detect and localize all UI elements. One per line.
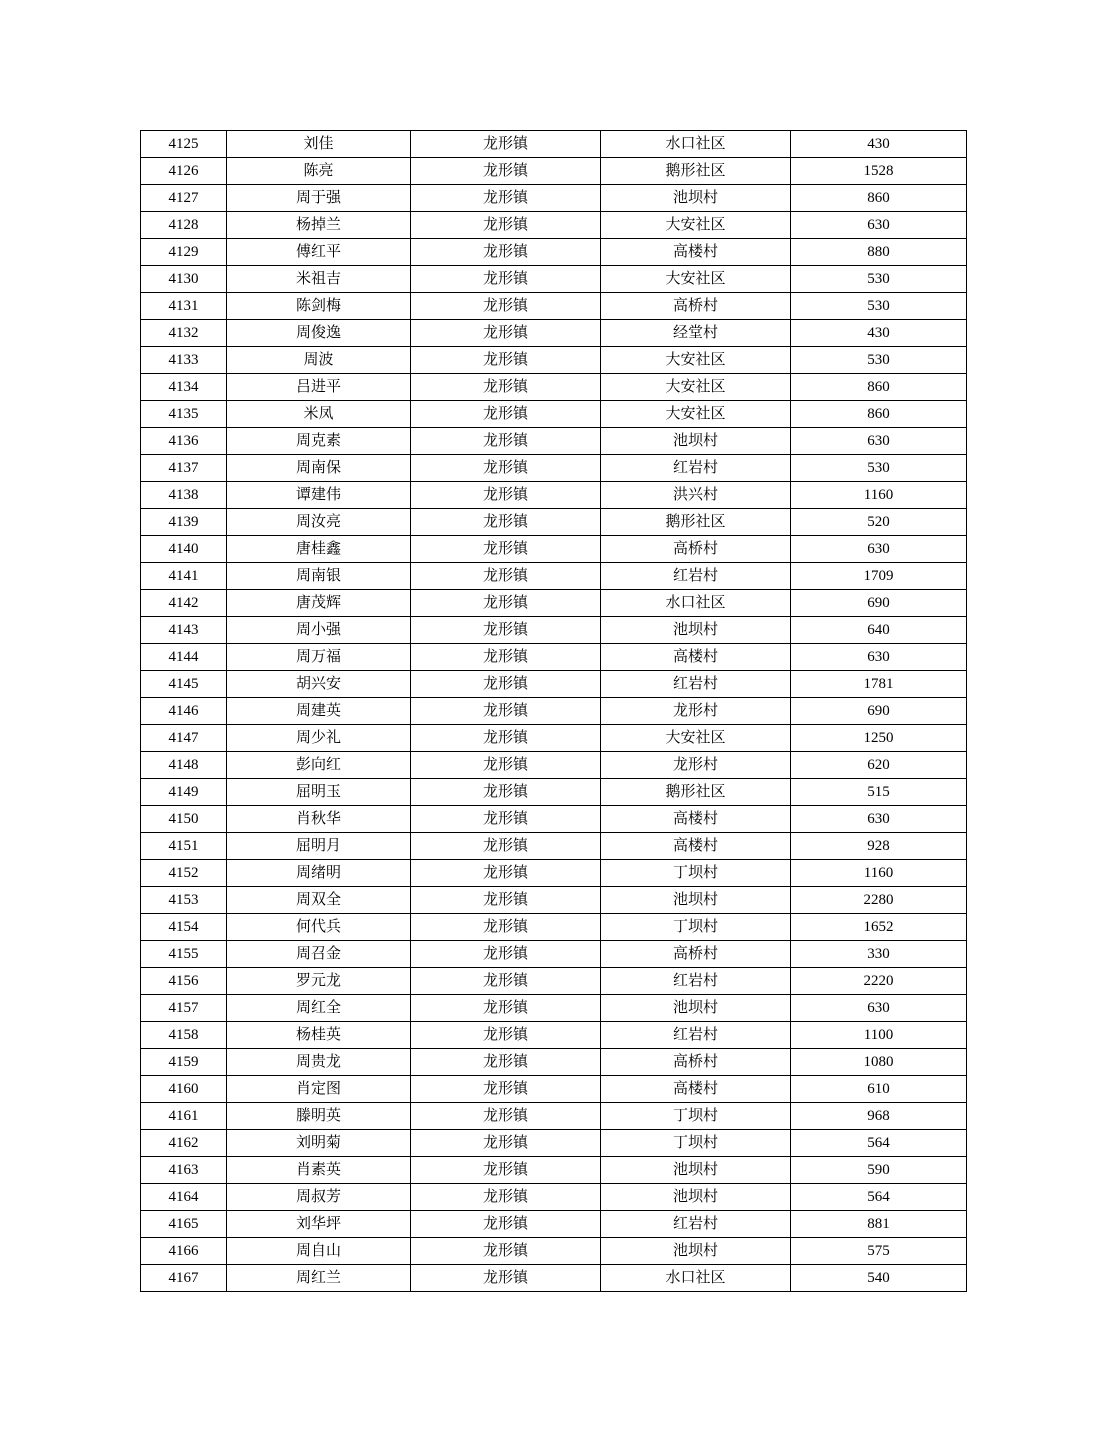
cell-town-name: 龙形镇 bbox=[411, 1238, 601, 1265]
cell-person-name: 周小强 bbox=[227, 617, 411, 644]
cell-person-name: 周南保 bbox=[227, 455, 411, 482]
cell-village-name: 丁坝村 bbox=[601, 1103, 791, 1130]
cell-serial-number: 4142 bbox=[141, 590, 227, 617]
cell-village-name: 水口社区 bbox=[601, 590, 791, 617]
cell-serial-number: 4139 bbox=[141, 509, 227, 536]
cell-village-name: 经堂村 bbox=[601, 320, 791, 347]
cell-village-name: 池坝村 bbox=[601, 1157, 791, 1184]
cell-town-name: 龙形镇 bbox=[411, 401, 601, 428]
cell-serial-number: 4146 bbox=[141, 698, 227, 725]
cell-amount: 1160 bbox=[791, 860, 967, 887]
cell-amount: 610 bbox=[791, 1076, 967, 1103]
cell-person-name: 周红全 bbox=[227, 995, 411, 1022]
table-row bbox=[141, 320, 967, 347]
table-row bbox=[141, 1049, 967, 1076]
cell-village-name: 水口社区 bbox=[601, 131, 791, 158]
table-row bbox=[141, 1022, 967, 1049]
cell-town-name: 龙形镇 bbox=[411, 752, 601, 779]
cell-serial-number: 4151 bbox=[141, 833, 227, 860]
cell-amount: 1160 bbox=[791, 482, 967, 509]
cell-town-name: 龙形镇 bbox=[411, 1265, 601, 1292]
cell-village-name: 高桥村 bbox=[601, 1049, 791, 1076]
cell-serial-number: 4136 bbox=[141, 428, 227, 455]
cell-serial-number: 4144 bbox=[141, 644, 227, 671]
cell-village-name: 高桥村 bbox=[601, 941, 791, 968]
cell-person-name: 傅红平 bbox=[227, 239, 411, 266]
cell-amount: 430 bbox=[791, 320, 967, 347]
table-row bbox=[141, 860, 967, 887]
cell-serial-number: 4127 bbox=[141, 185, 227, 212]
cell-village-name: 龙形村 bbox=[601, 698, 791, 725]
cell-town-name: 龙形镇 bbox=[411, 671, 601, 698]
cell-amount: 515 bbox=[791, 779, 967, 806]
cell-serial-number: 4164 bbox=[141, 1184, 227, 1211]
cell-village-name: 红岩村 bbox=[601, 671, 791, 698]
cell-village-name: 高桥村 bbox=[601, 536, 791, 563]
cell-village-name: 红岩村 bbox=[601, 563, 791, 590]
cell-person-name: 吕进平 bbox=[227, 374, 411, 401]
cell-person-name: 周双全 bbox=[227, 887, 411, 914]
cell-amount: 630 bbox=[791, 806, 967, 833]
table-row bbox=[141, 482, 967, 509]
cell-serial-number: 4129 bbox=[141, 239, 227, 266]
cell-town-name: 龙形镇 bbox=[411, 860, 601, 887]
cell-person-name: 周俊逸 bbox=[227, 320, 411, 347]
cell-village-name: 丁坝村 bbox=[601, 1130, 791, 1157]
cell-village-name: 池坝村 bbox=[601, 617, 791, 644]
table-row bbox=[141, 509, 967, 536]
cell-serial-number: 4160 bbox=[141, 1076, 227, 1103]
cell-village-name: 龙形村 bbox=[601, 752, 791, 779]
cell-town-name: 龙形镇 bbox=[411, 1130, 601, 1157]
cell-town-name: 龙形镇 bbox=[411, 1022, 601, 1049]
cell-town-name: 龙形镇 bbox=[411, 617, 601, 644]
payment-roster-table bbox=[140, 130, 967, 1292]
table-row bbox=[141, 401, 967, 428]
table-row bbox=[141, 374, 967, 401]
cell-person-name: 米凤 bbox=[227, 401, 411, 428]
cell-village-name: 池坝村 bbox=[601, 995, 791, 1022]
cell-town-name: 龙形镇 bbox=[411, 914, 601, 941]
cell-person-name: 周绪明 bbox=[227, 860, 411, 887]
cell-serial-number: 4143 bbox=[141, 617, 227, 644]
cell-person-name: 周万福 bbox=[227, 644, 411, 671]
cell-town-name: 龙形镇 bbox=[411, 644, 601, 671]
cell-amount: 1781 bbox=[791, 671, 967, 698]
cell-village-name: 鹅形社区 bbox=[601, 158, 791, 185]
cell-amount: 620 bbox=[791, 752, 967, 779]
cell-serial-number: 4161 bbox=[141, 1103, 227, 1130]
cell-person-name: 周南银 bbox=[227, 563, 411, 590]
cell-amount: 630 bbox=[791, 536, 967, 563]
cell-village-name: 水口社区 bbox=[601, 1265, 791, 1292]
table-row bbox=[141, 536, 967, 563]
cell-village-name: 池坝村 bbox=[601, 1184, 791, 1211]
cell-town-name: 龙形镇 bbox=[411, 995, 601, 1022]
cell-serial-number: 4153 bbox=[141, 887, 227, 914]
table-row bbox=[141, 1103, 967, 1130]
cell-village-name: 高楼村 bbox=[601, 806, 791, 833]
cell-person-name: 刘明菊 bbox=[227, 1130, 411, 1157]
cell-town-name: 龙形镇 bbox=[411, 374, 601, 401]
cell-town-name: 龙形镇 bbox=[411, 509, 601, 536]
cell-person-name: 杨桂英 bbox=[227, 1022, 411, 1049]
cell-amount: 1250 bbox=[791, 725, 967, 752]
cell-village-name: 丁坝村 bbox=[601, 914, 791, 941]
table-row bbox=[141, 185, 967, 212]
table-row bbox=[141, 914, 967, 941]
cell-amount: 1100 bbox=[791, 1022, 967, 1049]
table-row bbox=[141, 1184, 967, 1211]
cell-town-name: 龙形镇 bbox=[411, 347, 601, 374]
table-row bbox=[141, 1157, 967, 1184]
cell-amount: 590 bbox=[791, 1157, 967, 1184]
cell-village-name: 大安社区 bbox=[601, 266, 791, 293]
cell-serial-number: 4158 bbox=[141, 1022, 227, 1049]
cell-serial-number: 4145 bbox=[141, 671, 227, 698]
cell-serial-number: 4152 bbox=[141, 860, 227, 887]
table-row bbox=[141, 671, 967, 698]
table-body bbox=[141, 131, 967, 1292]
table-row bbox=[141, 131, 967, 158]
cell-amount: 640 bbox=[791, 617, 967, 644]
cell-person-name: 周波 bbox=[227, 347, 411, 374]
cell-amount: 1709 bbox=[791, 563, 967, 590]
cell-serial-number: 4156 bbox=[141, 968, 227, 995]
cell-person-name: 陈亮 bbox=[227, 158, 411, 185]
cell-person-name: 周贵龙 bbox=[227, 1049, 411, 1076]
table-row bbox=[141, 428, 967, 455]
table-row bbox=[141, 968, 967, 995]
cell-serial-number: 4157 bbox=[141, 995, 227, 1022]
cell-amount: 860 bbox=[791, 185, 967, 212]
table-row bbox=[141, 563, 967, 590]
cell-person-name: 周少礼 bbox=[227, 725, 411, 752]
cell-village-name: 高桥村 bbox=[601, 293, 791, 320]
cell-village-name: 鹅形社区 bbox=[601, 509, 791, 536]
cell-serial-number: 4162 bbox=[141, 1130, 227, 1157]
cell-serial-number: 4140 bbox=[141, 536, 227, 563]
cell-amount: 530 bbox=[791, 347, 967, 374]
cell-person-name: 刘佳 bbox=[227, 131, 411, 158]
cell-town-name: 龙形镇 bbox=[411, 158, 601, 185]
cell-serial-number: 4130 bbox=[141, 266, 227, 293]
cell-amount: 1652 bbox=[791, 914, 967, 941]
cell-village-name: 丁坝村 bbox=[601, 860, 791, 887]
cell-amount: 860 bbox=[791, 401, 967, 428]
cell-serial-number: 4141 bbox=[141, 563, 227, 590]
cell-amount: 530 bbox=[791, 293, 967, 320]
cell-amount: 1528 bbox=[791, 158, 967, 185]
cell-serial-number: 4163 bbox=[141, 1157, 227, 1184]
table-row bbox=[141, 1238, 967, 1265]
table-row bbox=[141, 212, 967, 239]
cell-person-name: 唐茂辉 bbox=[227, 590, 411, 617]
table-row bbox=[141, 293, 967, 320]
cell-village-name: 高楼村 bbox=[601, 833, 791, 860]
cell-town-name: 龙形镇 bbox=[411, 212, 601, 239]
cell-person-name: 谭建伟 bbox=[227, 482, 411, 509]
cell-town-name: 龙形镇 bbox=[411, 590, 601, 617]
cell-amount: 564 bbox=[791, 1184, 967, 1211]
cell-amount: 430 bbox=[791, 131, 967, 158]
cell-serial-number: 4135 bbox=[141, 401, 227, 428]
cell-serial-number: 4137 bbox=[141, 455, 227, 482]
cell-town-name: 龙形镇 bbox=[411, 806, 601, 833]
table-row bbox=[141, 1076, 967, 1103]
cell-village-name: 大安社区 bbox=[601, 401, 791, 428]
cell-town-name: 龙形镇 bbox=[411, 833, 601, 860]
table-row bbox=[141, 590, 967, 617]
table-row bbox=[141, 347, 967, 374]
cell-person-name: 彭向红 bbox=[227, 752, 411, 779]
cell-amount: 630 bbox=[791, 428, 967, 455]
cell-amount: 881 bbox=[791, 1211, 967, 1238]
cell-amount: 630 bbox=[791, 644, 967, 671]
cell-village-name: 鹅形社区 bbox=[601, 779, 791, 806]
cell-village-name: 池坝村 bbox=[601, 1238, 791, 1265]
cell-town-name: 龙形镇 bbox=[411, 320, 601, 347]
cell-person-name: 陈剑梅 bbox=[227, 293, 411, 320]
cell-town-name: 龙形镇 bbox=[411, 941, 601, 968]
cell-amount: 690 bbox=[791, 698, 967, 725]
cell-person-name: 何代兵 bbox=[227, 914, 411, 941]
cell-amount: 860 bbox=[791, 374, 967, 401]
cell-serial-number: 4150 bbox=[141, 806, 227, 833]
cell-town-name: 龙形镇 bbox=[411, 725, 601, 752]
table-row bbox=[141, 887, 967, 914]
cell-amount: 968 bbox=[791, 1103, 967, 1130]
cell-town-name: 龙形镇 bbox=[411, 1184, 601, 1211]
cell-serial-number: 4149 bbox=[141, 779, 227, 806]
cell-serial-number: 4125 bbox=[141, 131, 227, 158]
cell-person-name: 周建英 bbox=[227, 698, 411, 725]
cell-person-name: 屈明月 bbox=[227, 833, 411, 860]
cell-serial-number: 4132 bbox=[141, 320, 227, 347]
cell-amount: 575 bbox=[791, 1238, 967, 1265]
cell-amount: 564 bbox=[791, 1130, 967, 1157]
cell-person-name: 唐桂鑫 bbox=[227, 536, 411, 563]
table-row bbox=[141, 725, 967, 752]
table-row bbox=[141, 644, 967, 671]
cell-village-name: 池坝村 bbox=[601, 185, 791, 212]
cell-village-name: 大安社区 bbox=[601, 374, 791, 401]
table-row bbox=[141, 455, 967, 482]
cell-town-name: 龙形镇 bbox=[411, 482, 601, 509]
cell-amount: 540 bbox=[791, 1265, 967, 1292]
cell-person-name: 胡兴安 bbox=[227, 671, 411, 698]
table-row bbox=[141, 1211, 967, 1238]
cell-town-name: 龙形镇 bbox=[411, 536, 601, 563]
cell-town-name: 龙形镇 bbox=[411, 266, 601, 293]
table-row bbox=[141, 833, 967, 860]
cell-person-name: 周红兰 bbox=[227, 1265, 411, 1292]
cell-village-name: 红岩村 bbox=[601, 1211, 791, 1238]
table-row bbox=[141, 995, 967, 1022]
cell-town-name: 龙形镇 bbox=[411, 698, 601, 725]
cell-town-name: 龙形镇 bbox=[411, 293, 601, 320]
cell-serial-number: 4165 bbox=[141, 1211, 227, 1238]
cell-person-name: 肖秋华 bbox=[227, 806, 411, 833]
cell-town-name: 龙形镇 bbox=[411, 968, 601, 995]
table-row bbox=[141, 266, 967, 293]
cell-village-name: 池坝村 bbox=[601, 887, 791, 914]
cell-serial-number: 4166 bbox=[141, 1238, 227, 1265]
cell-amount: 880 bbox=[791, 239, 967, 266]
table-row bbox=[141, 941, 967, 968]
cell-town-name: 龙形镇 bbox=[411, 1049, 601, 1076]
cell-person-name: 肖定图 bbox=[227, 1076, 411, 1103]
cell-amount: 630 bbox=[791, 995, 967, 1022]
cell-town-name: 龙形镇 bbox=[411, 131, 601, 158]
table-row bbox=[141, 158, 967, 185]
cell-amount: 630 bbox=[791, 212, 967, 239]
cell-village-name: 池坝村 bbox=[601, 428, 791, 455]
cell-amount: 2280 bbox=[791, 887, 967, 914]
cell-person-name: 周叔芳 bbox=[227, 1184, 411, 1211]
table-row bbox=[141, 698, 967, 725]
cell-village-name: 高楼村 bbox=[601, 644, 791, 671]
cell-amount: 2220 bbox=[791, 968, 967, 995]
cell-town-name: 龙形镇 bbox=[411, 779, 601, 806]
cell-village-name: 高楼村 bbox=[601, 1076, 791, 1103]
cell-town-name: 龙形镇 bbox=[411, 563, 601, 590]
table-row bbox=[141, 239, 967, 266]
cell-person-name: 刘华坪 bbox=[227, 1211, 411, 1238]
cell-serial-number: 4126 bbox=[141, 158, 227, 185]
cell-person-name: 周汝亮 bbox=[227, 509, 411, 536]
table-row bbox=[141, 779, 967, 806]
table-row bbox=[141, 617, 967, 644]
cell-village-name: 大安社区 bbox=[601, 725, 791, 752]
cell-amount: 1080 bbox=[791, 1049, 967, 1076]
cell-village-name: 红岩村 bbox=[601, 455, 791, 482]
cell-town-name: 龙形镇 bbox=[411, 455, 601, 482]
cell-town-name: 龙形镇 bbox=[411, 887, 601, 914]
cell-serial-number: 4131 bbox=[141, 293, 227, 320]
cell-person-name: 肖素英 bbox=[227, 1157, 411, 1184]
cell-serial-number: 4167 bbox=[141, 1265, 227, 1292]
cell-serial-number: 4147 bbox=[141, 725, 227, 752]
cell-person-name: 罗元龙 bbox=[227, 968, 411, 995]
cell-serial-number: 4155 bbox=[141, 941, 227, 968]
cell-town-name: 龙形镇 bbox=[411, 1103, 601, 1130]
cell-village-name: 红岩村 bbox=[601, 968, 791, 995]
cell-person-name: 滕明英 bbox=[227, 1103, 411, 1130]
cell-amount: 928 bbox=[791, 833, 967, 860]
cell-person-name: 周克素 bbox=[227, 428, 411, 455]
cell-town-name: 龙形镇 bbox=[411, 1211, 601, 1238]
cell-town-name: 龙形镇 bbox=[411, 1076, 601, 1103]
cell-person-name: 周于强 bbox=[227, 185, 411, 212]
cell-serial-number: 4148 bbox=[141, 752, 227, 779]
cell-town-name: 龙形镇 bbox=[411, 239, 601, 266]
cell-person-name: 米祖吉 bbox=[227, 266, 411, 293]
cell-amount: 330 bbox=[791, 941, 967, 968]
table-row bbox=[141, 1265, 967, 1292]
cell-village-name: 大安社区 bbox=[601, 347, 791, 374]
cell-serial-number: 4138 bbox=[141, 482, 227, 509]
cell-serial-number: 4159 bbox=[141, 1049, 227, 1076]
cell-town-name: 龙形镇 bbox=[411, 185, 601, 212]
cell-person-name: 周召金 bbox=[227, 941, 411, 968]
cell-person-name: 周自山 bbox=[227, 1238, 411, 1265]
cell-amount: 520 bbox=[791, 509, 967, 536]
table-row bbox=[141, 1130, 967, 1157]
cell-village-name: 洪兴村 bbox=[601, 482, 791, 509]
cell-village-name: 高楼村 bbox=[601, 239, 791, 266]
cell-serial-number: 4154 bbox=[141, 914, 227, 941]
table-row bbox=[141, 752, 967, 779]
cell-town-name: 龙形镇 bbox=[411, 428, 601, 455]
cell-amount: 530 bbox=[791, 455, 967, 482]
table-row bbox=[141, 806, 967, 833]
cell-town-name: 龙形镇 bbox=[411, 1157, 601, 1184]
cell-serial-number: 4133 bbox=[141, 347, 227, 374]
cell-person-name: 杨掉兰 bbox=[227, 212, 411, 239]
cell-village-name: 红岩村 bbox=[601, 1022, 791, 1049]
cell-amount: 530 bbox=[791, 266, 967, 293]
cell-amount: 690 bbox=[791, 590, 967, 617]
cell-serial-number: 4128 bbox=[141, 212, 227, 239]
cell-village-name: 大安社区 bbox=[601, 212, 791, 239]
cell-person-name: 屈明玉 bbox=[227, 779, 411, 806]
cell-serial-number: 4134 bbox=[141, 374, 227, 401]
